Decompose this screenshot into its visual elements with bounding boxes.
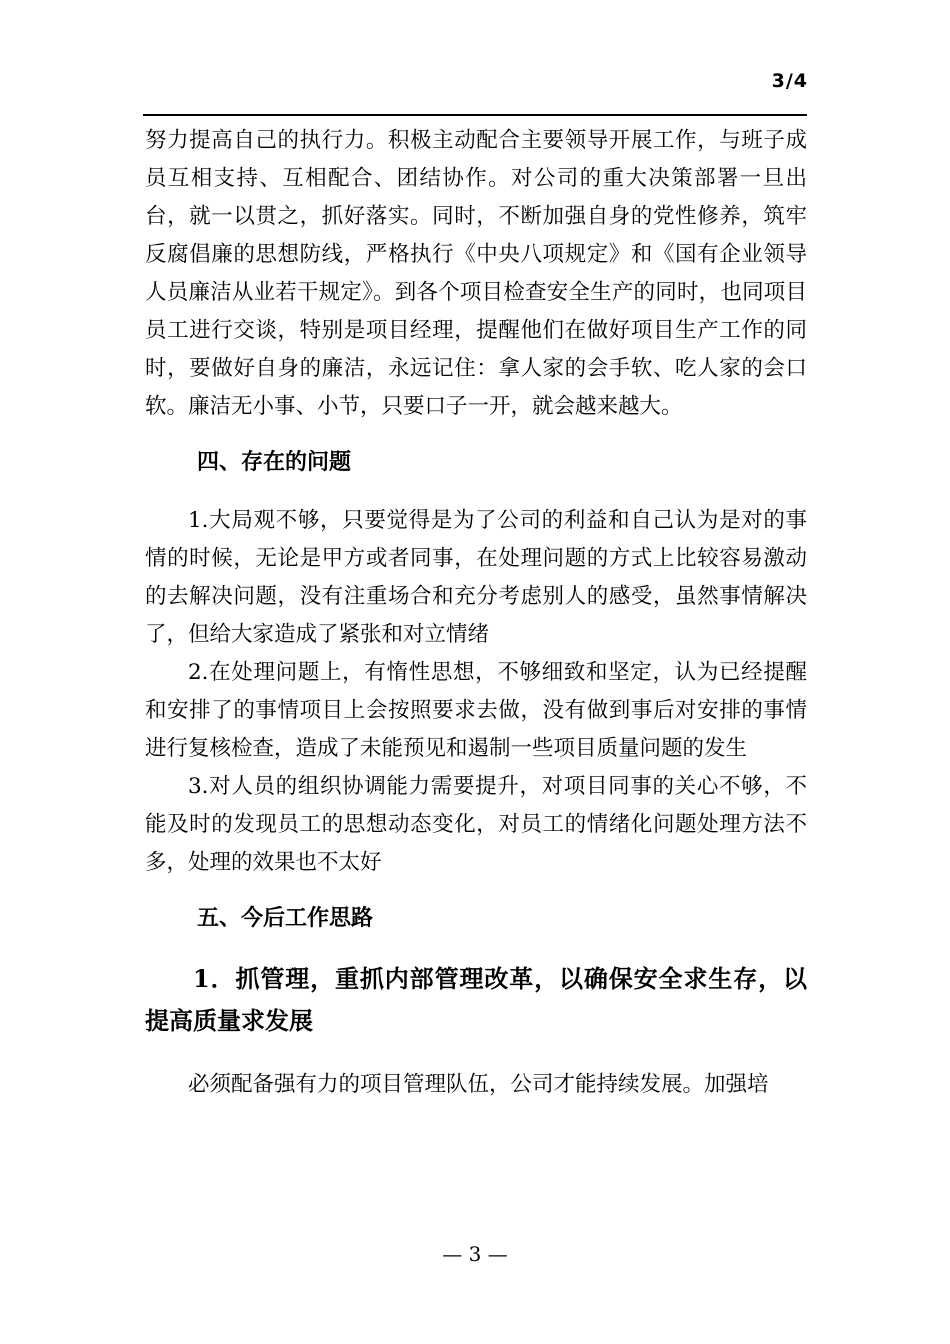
page-indicator: 3/4 xyxy=(771,70,808,92)
subsection-1-title: 1．抓管理，重抓内部管理改革，以确保安全求生存，以提高质量求发展 xyxy=(145,964,807,1035)
section-5-title: 五、今后工作思路 xyxy=(197,906,374,931)
problem-item-3: 3.对人员的组织协调能力需要提升，对项目同事的关心不够，不能及时的发现员工的思想动态变化，对员工的情绪化问题处理方法不多，处理的效果也不太好 xyxy=(145,774,807,875)
section-4-title: 四、存在的问题 xyxy=(197,450,352,475)
problem-item-1: 1.大局观不够，只要觉得是为了公司的利益和自己认为是对的事情的时候，无论是甲方或者同事，在处理问题的方式上比较容易激动的去解决问题，没有注重场合和充分考虑别人的感受，虽然事情解决了，但给大家造成了紧张和对立情绪 xyxy=(145,508,807,647)
header-rule xyxy=(143,114,807,116)
document-body xyxy=(145,122,807,1104)
paragraph-continued: 努力提高自己的执行力。积极主动配合主要领导开展工作，与班子成员互相支持、互相配合、团结协作。对公司的重大决策部署一旦出台，就一以贯之，抓好落实。同时，不断加强自身的党性修养，筑牢反腐倡廉的思想防线，严格执行《中央八项规定》和《国有企业领导人员廉洁从业若干规定》。到各个项目检查安全生产的同时，也同项目员工进行交谈，特别是项目经理，提醒他们在做好项目生产工作的同时，要做好自身的廉洁，永远记住：拿人家的会手软、吃人家的会口软。廉洁无小事、小节，只要口子一开，就会越来越大。 xyxy=(145,128,807,419)
subsection-1-paragraph: 必须配备强有力的项目管理队伍，公司才能持续发展。加强培 xyxy=(188,1072,769,1097)
page-number-footer: — 3 — xyxy=(442,1242,508,1266)
problem-item-2: 2.在处理问题上，有惰性思想，不够细致和坚定，认为已经提醒和安排了的事情项目上会按照要求去做，没有做到事后对安排的事情进行复核检查，造成了未能预见和遏制一些项目质量问题的发生 xyxy=(145,660,807,761)
